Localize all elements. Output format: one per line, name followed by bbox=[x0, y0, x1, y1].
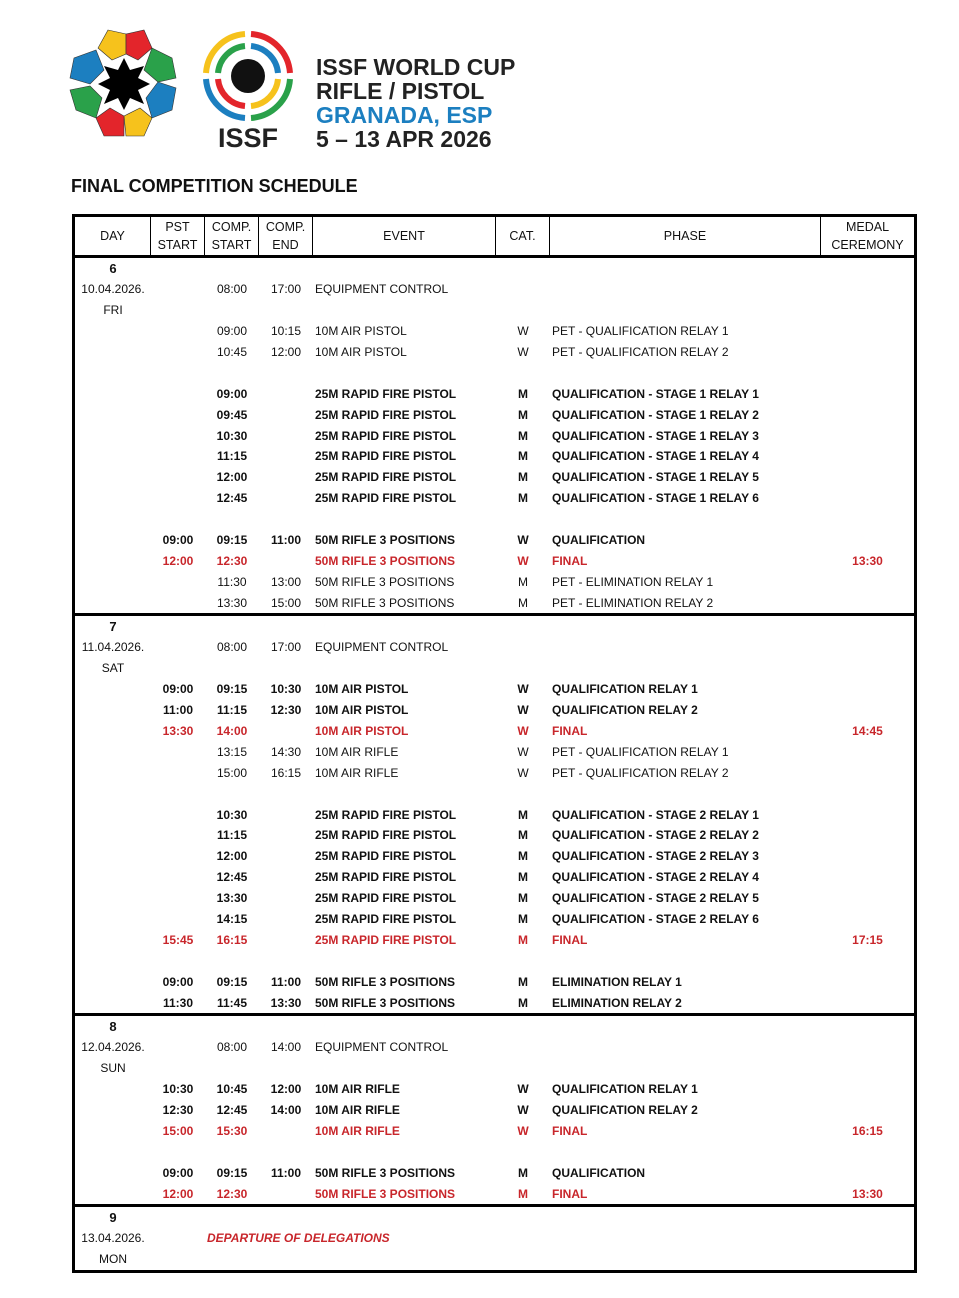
pst-start: 09:00 bbox=[162, 974, 194, 989]
comp-end: 14:30 bbox=[270, 744, 302, 759]
comp-start: 11:30 bbox=[217, 574, 247, 589]
table-row bbox=[75, 762, 914, 783]
pst-start: 12:00 bbox=[162, 1186, 194, 1201]
comp-start: 12:45 bbox=[216, 870, 248, 885]
phase: QUALIFICATION - STAGE 2 RELAY 3 bbox=[552, 849, 759, 864]
phase: QUALIFICATION RELAY 1 bbox=[552, 682, 698, 697]
category: W bbox=[517, 553, 529, 568]
medal-ceremony: 13:30 bbox=[852, 1186, 883, 1201]
col-event: EVENT bbox=[313, 217, 496, 255]
comp-start: 12:30 bbox=[216, 553, 248, 568]
departure-note: DEPARTURE OF DELEGATIONS bbox=[207, 1231, 390, 1246]
event-name: 25M RAPID FIRE PISTOL bbox=[315, 807, 457, 822]
table-row bbox=[75, 846, 914, 867]
category: W bbox=[517, 744, 529, 759]
day-weekday: MON bbox=[99, 1252, 127, 1267]
event-name: 25M RAPID FIRE PISTOL bbox=[315, 386, 457, 401]
table-row bbox=[75, 1249, 914, 1270]
category: M bbox=[518, 491, 528, 506]
event-name: 25M RAPID FIRE PISTOL bbox=[315, 428, 457, 443]
col-pst-start: PST START bbox=[151, 217, 205, 255]
table-row bbox=[75, 509, 914, 530]
event-name: 50M RIFLE 3 POSITIONS bbox=[315, 995, 456, 1010]
comp-end: 16:15 bbox=[270, 765, 302, 780]
category: M bbox=[518, 912, 528, 927]
table-row bbox=[75, 530, 914, 551]
category: W bbox=[517, 1082, 529, 1097]
category: M bbox=[518, 807, 528, 822]
event-name: 10M AIR PISTOL bbox=[315, 345, 407, 359]
pst-start: 09:00 bbox=[162, 682, 194, 697]
page-title: FINAL COMPETITION SCHEDULE bbox=[71, 176, 358, 196]
table-row bbox=[75, 679, 914, 700]
comp-start: 16:15 bbox=[216, 932, 248, 947]
phase: QUALIFICATION - STAGE 1 RELAY 4 bbox=[552, 449, 759, 464]
phase: PET - ELIMINATION RELAY 2 bbox=[552, 595, 714, 610]
comp-end: 10:30 bbox=[270, 682, 302, 697]
event-name: 25M RAPID FIRE PISTOL bbox=[315, 470, 457, 485]
event-name: 25M RAPID FIRE PISTOL bbox=[315, 828, 457, 843]
comp-start: 09:45 bbox=[216, 407, 248, 422]
table-row bbox=[75, 446, 914, 467]
phase: PET - QUALIFICATION RELAY 2 bbox=[552, 345, 729, 359]
table-row bbox=[75, 1079, 914, 1100]
schedule-table bbox=[72, 214, 917, 1273]
day-weekday: SAT bbox=[101, 661, 125, 676]
table-row bbox=[75, 300, 914, 321]
phase: QUALIFICATION bbox=[552, 1165, 646, 1180]
comp-start: 11:15 bbox=[216, 703, 248, 718]
comp-start: 08:00 bbox=[216, 282, 248, 297]
event-name: 10M AIR PISTOL bbox=[315, 682, 409, 697]
event-name: 25M RAPID FIRE PISTOL bbox=[315, 407, 457, 422]
comp-end: 11:00 bbox=[270, 533, 302, 548]
day-number: 9 bbox=[109, 1210, 117, 1226]
table-row bbox=[75, 888, 914, 909]
comp-end: 15:00 bbox=[270, 595, 302, 610]
phase: QUALIFICATION bbox=[552, 533, 646, 548]
day-section bbox=[75, 616, 914, 1016]
table-row bbox=[75, 571, 914, 592]
event-name: EQUIPMENT CONTROL bbox=[315, 282, 449, 297]
table-row bbox=[75, 425, 914, 446]
medal-ceremony: 14:45 bbox=[852, 724, 883, 739]
comp-start: 10:30 bbox=[216, 807, 248, 822]
event-name: 25M RAPID FIRE PISTOL bbox=[315, 932, 457, 947]
table-row bbox=[75, 362, 914, 383]
phase: QUALIFICATION - STAGE 2 RELAY 1 bbox=[552, 807, 759, 822]
phase: PET - QUALIFICATION RELAY 1 bbox=[552, 324, 729, 339]
comp-end: 11:00 bbox=[270, 974, 302, 989]
comp-start: 09:15 bbox=[216, 974, 248, 989]
pst-start: 10:30 bbox=[162, 1082, 194, 1097]
table-row bbox=[75, 950, 914, 971]
comp-end: 13:30 bbox=[270, 995, 302, 1010]
table-row bbox=[75, 1141, 914, 1162]
event-name: 25M RAPID FIRE PISTOL bbox=[315, 912, 457, 927]
comp-end: 14:00 bbox=[270, 1040, 302, 1055]
phase: PET - QUALIFICATION RELAY 2 bbox=[552, 765, 729, 780]
event-name: 10M AIR RIFLE bbox=[315, 1103, 400, 1118]
category: M bbox=[518, 974, 528, 989]
comp-start: 12:45 bbox=[216, 491, 248, 506]
table-row bbox=[75, 258, 914, 279]
category: W bbox=[517, 324, 529, 339]
title-location: GRANADA, ESP bbox=[316, 102, 493, 128]
comp-start: 12:00 bbox=[216, 849, 248, 864]
pst-start: 15:45 bbox=[162, 932, 194, 947]
table-row bbox=[75, 1037, 914, 1058]
comp-start: 09:15 bbox=[216, 1165, 248, 1180]
comp-start: 15:30 bbox=[216, 1123, 248, 1138]
comp-start: 14:15 bbox=[216, 912, 248, 927]
phase: QUALIFICATION - STAGE 1 RELAY 6 bbox=[552, 491, 759, 506]
category: M bbox=[518, 428, 528, 443]
event-name: 10M AIR PISTOL bbox=[315, 324, 407, 339]
pst-start: 09:00 bbox=[162, 533, 194, 548]
table-row bbox=[75, 1100, 914, 1121]
title-dates: 5 – 13 APR 2026 bbox=[316, 126, 492, 152]
event-name: 25M RAPID FIRE PISTOL bbox=[315, 449, 457, 464]
phase: FINAL bbox=[552, 1186, 588, 1201]
event-name: 50M RIFLE 3 POSITIONS bbox=[315, 1186, 456, 1201]
comp-end: 14:00 bbox=[270, 1103, 302, 1118]
category: M bbox=[518, 828, 528, 843]
category: M bbox=[518, 470, 528, 485]
title-line: RIFLE / PISTOL bbox=[316, 78, 485, 104]
pst-start: 11:30 bbox=[162, 995, 194, 1010]
category: W bbox=[517, 533, 529, 548]
category: M bbox=[518, 595, 528, 610]
comp-end: 12:30 bbox=[270, 703, 302, 718]
phase: ELIMINATION RELAY 2 bbox=[552, 995, 682, 1010]
day-section bbox=[75, 258, 914, 616]
table-row bbox=[75, 383, 914, 404]
comp-start: 09:15 bbox=[216, 682, 248, 697]
table-row bbox=[75, 909, 914, 930]
event-name: EQUIPMENT CONTROL bbox=[315, 640, 449, 655]
table-row bbox=[75, 1207, 914, 1228]
phase: QUALIFICATION - STAGE 2 RELAY 4 bbox=[552, 870, 759, 885]
pst-start: 11:00 bbox=[162, 703, 194, 718]
comp-start: 10:30 bbox=[216, 428, 248, 443]
comp-start: 14:00 bbox=[216, 724, 248, 739]
comp-start: 15:00 bbox=[216, 765, 248, 780]
phase: FINAL bbox=[552, 1123, 588, 1138]
table-row bbox=[75, 467, 914, 488]
comp-end: 13:00 bbox=[270, 574, 302, 589]
day-date: 12.04.2026. bbox=[81, 1040, 145, 1055]
table-row bbox=[75, 321, 914, 342]
event-name: 50M RIFLE 3 POSITIONS bbox=[315, 553, 456, 568]
comp-start: 13:15 bbox=[216, 744, 248, 759]
phase: FINAL bbox=[552, 932, 588, 947]
category: W bbox=[517, 1103, 529, 1118]
category: M bbox=[518, 995, 528, 1010]
day-date: 10.04.2026. bbox=[81, 282, 145, 297]
table-row bbox=[75, 1162, 914, 1183]
table-row bbox=[75, 616, 914, 637]
phase: ELIMINATION RELAY 1 bbox=[552, 974, 682, 989]
day-date: 11.04.2026. bbox=[81, 640, 145, 655]
comp-start: 11:45 bbox=[216, 995, 248, 1010]
table-row bbox=[75, 971, 914, 992]
table-row bbox=[75, 488, 914, 509]
comp-start: 12:00 bbox=[216, 470, 248, 485]
event-name: EQUIPMENT CONTROL bbox=[315, 1040, 449, 1055]
day-section bbox=[75, 1207, 914, 1270]
comp-start: 10:45 bbox=[216, 345, 248, 359]
category: W bbox=[517, 703, 529, 718]
comp-end: 10:15 bbox=[270, 324, 302, 339]
table-row bbox=[75, 721, 914, 742]
comp-start: 09:00 bbox=[216, 324, 248, 339]
event-name: 10M AIR RIFLE bbox=[315, 744, 399, 759]
table-row bbox=[75, 783, 914, 804]
category: W bbox=[517, 682, 529, 697]
comp-start: 11:15 bbox=[216, 828, 248, 843]
category: W bbox=[517, 765, 529, 780]
category: M bbox=[518, 891, 528, 906]
table-row bbox=[75, 992, 914, 1013]
issf-logo-text: ISSF bbox=[218, 123, 279, 153]
category: M bbox=[518, 870, 528, 885]
table-row bbox=[75, 804, 914, 825]
col-comp-start: COMP. START bbox=[205, 217, 259, 255]
table-row bbox=[75, 404, 914, 425]
table-body bbox=[75, 258, 914, 1270]
day-date: 13.04.2026. bbox=[81, 1231, 145, 1246]
comp-end: 12:00 bbox=[270, 345, 302, 359]
table-header bbox=[75, 217, 914, 258]
pst-start: 12:00 bbox=[162, 553, 194, 568]
col-phase: PHASE bbox=[550, 217, 821, 255]
comp-end: 11:00 bbox=[270, 1165, 302, 1180]
comp-start: 12:45 bbox=[216, 1103, 248, 1118]
event-name: 50M RIFLE 3 POSITIONS bbox=[315, 574, 455, 589]
comp-start: 13:30 bbox=[216, 891, 248, 906]
table-row bbox=[75, 867, 914, 888]
comp-start: 10:45 bbox=[216, 1082, 248, 1097]
comp-start: 11:15 bbox=[216, 449, 248, 464]
table-row bbox=[75, 342, 914, 363]
phase: QUALIFICATION RELAY 2 bbox=[552, 1103, 698, 1118]
pst-start: 13:30 bbox=[162, 724, 194, 739]
comp-start: 08:00 bbox=[216, 640, 248, 655]
col-medal-ceremony: MEDAL CEREMONY bbox=[831, 220, 904, 252]
event-name: 25M RAPID FIRE PISTOL bbox=[315, 849, 457, 864]
table-row bbox=[75, 1058, 914, 1079]
col-comp-end: COMP. END bbox=[259, 217, 313, 255]
phase: FINAL bbox=[552, 724, 588, 739]
phase: QUALIFICATION - STAGE 1 RELAY 3 bbox=[552, 428, 759, 443]
comp-start: 09:15 bbox=[216, 533, 248, 548]
day-weekday: FRI bbox=[103, 303, 123, 318]
table-row bbox=[75, 1121, 914, 1142]
day-number: 8 bbox=[109, 1019, 117, 1034]
event-name: 50M RIFLE 3 POSITIONS bbox=[315, 595, 455, 610]
comp-end: 17:00 bbox=[270, 640, 302, 655]
table-row bbox=[75, 637, 914, 658]
category: M bbox=[518, 1165, 528, 1180]
day-number: 7 bbox=[109, 619, 117, 635]
col-day: DAY bbox=[75, 217, 151, 255]
col-cat: CAT. bbox=[496, 217, 550, 255]
medal-ceremony: 13:30 bbox=[852, 553, 883, 568]
comp-start: 12:30 bbox=[216, 1186, 248, 1201]
table-row bbox=[75, 592, 914, 613]
issf-target-logo bbox=[200, 28, 296, 124]
comp-start: 13:30 bbox=[216, 595, 248, 610]
comp-start: 08:00 bbox=[216, 1040, 248, 1055]
category: W bbox=[517, 1123, 529, 1138]
phase: QUALIFICATION RELAY 1 bbox=[552, 1082, 698, 1097]
category: M bbox=[518, 449, 528, 464]
day-section bbox=[75, 1016, 914, 1207]
table-row bbox=[75, 1183, 914, 1204]
table-row bbox=[75, 279, 914, 300]
medal-ceremony: 17:15 bbox=[852, 932, 883, 947]
comp-end: 12:00 bbox=[270, 1082, 302, 1097]
table-row bbox=[75, 825, 914, 846]
day-number: 6 bbox=[109, 260, 117, 276]
comp-start: 09:00 bbox=[216, 386, 248, 401]
event-name: 10M AIR PISTOL bbox=[315, 703, 409, 718]
category: W bbox=[517, 724, 529, 739]
phase: QUALIFICATION - STAGE 2 RELAY 2 bbox=[552, 828, 759, 843]
event-name: 50M RIFLE 3 POSITIONS bbox=[315, 974, 456, 989]
phase: PET - QUALIFICATION RELAY 1 bbox=[552, 744, 729, 759]
event-name: 25M RAPID FIRE PISTOL bbox=[315, 870, 457, 885]
medal-ceremony: 16:15 bbox=[852, 1123, 883, 1138]
pst-start: 12:30 bbox=[162, 1103, 194, 1118]
phase: QUALIFICATION - STAGE 1 RELAY 2 bbox=[552, 407, 759, 422]
event-name: 25M RAPID FIRE PISTOL bbox=[315, 491, 457, 506]
event-name: 10M AIR RIFLE bbox=[315, 1082, 400, 1097]
table-row bbox=[75, 930, 914, 951]
category: M bbox=[518, 574, 528, 589]
pst-start: 09:00 bbox=[162, 1165, 194, 1180]
phase: FINAL bbox=[552, 553, 588, 568]
granada-event-logo bbox=[68, 28, 180, 140]
table-row bbox=[75, 700, 914, 721]
category: M bbox=[518, 932, 528, 947]
title-line: ISSF WORLD CUP bbox=[316, 54, 516, 80]
event-name: 10M AIR PISTOL bbox=[315, 724, 409, 739]
comp-end: 17:00 bbox=[270, 282, 302, 297]
category: M bbox=[518, 1186, 528, 1201]
phase: PET - ELIMINATION RELAY 1 bbox=[552, 574, 714, 589]
event-title bbox=[316, 55, 515, 151]
event-name: 50M RIFLE 3 POSITIONS bbox=[315, 1165, 456, 1180]
category: W bbox=[517, 345, 529, 359]
category: M bbox=[518, 386, 528, 401]
phase: QUALIFICATION - STAGE 2 RELAY 6 bbox=[552, 912, 759, 927]
event-name: 50M RIFLE 3 POSITIONS bbox=[315, 533, 456, 548]
table-row bbox=[75, 1016, 914, 1037]
table-row bbox=[75, 658, 914, 679]
table-row bbox=[75, 550, 914, 571]
event-name: 10M AIR RIFLE bbox=[315, 1123, 400, 1138]
phase: QUALIFICATION - STAGE 2 RELAY 5 bbox=[552, 891, 759, 906]
table-row bbox=[75, 1228, 914, 1249]
day-weekday: SUN bbox=[100, 1061, 126, 1076]
table-row bbox=[75, 741, 914, 762]
category: M bbox=[518, 849, 528, 864]
event-name: 10M AIR RIFLE bbox=[315, 765, 399, 780]
event-name: 25M RAPID FIRE PISTOL bbox=[315, 891, 457, 906]
category: M bbox=[518, 407, 528, 422]
phase: QUALIFICATION - STAGE 1 RELAY 5 bbox=[552, 470, 759, 485]
pst-start: 15:00 bbox=[162, 1123, 194, 1138]
phase: QUALIFICATION RELAY 2 bbox=[552, 703, 698, 718]
phase: QUALIFICATION - STAGE 1 RELAY 1 bbox=[552, 386, 759, 401]
